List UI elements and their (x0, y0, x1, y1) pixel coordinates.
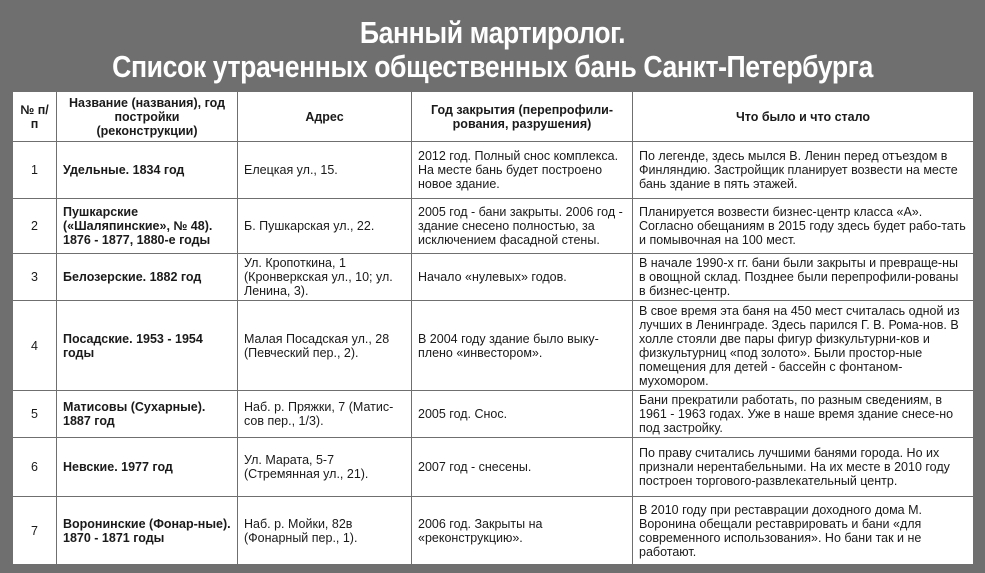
cell-story: По праву считались лучшими банями города. Но их признали нерентабельными. На их месте в 2010 году построен торгового-развлекательный центр. (633, 438, 974, 497)
table-row (13, 497, 974, 565)
lost-baths-table (12, 91, 974, 565)
cell-address: Елецкая ул., 15. (238, 142, 412, 199)
cell-name: Белозерские. 1882 год (57, 254, 238, 301)
cell-name: Воронинские (Фонар-ные). 1870 - 1871 годы (57, 497, 238, 565)
cell-num: 7 (13, 497, 57, 565)
page-title (69, 16, 916, 84)
cell-story: Бани прекратили работать, по разным сведениям, в 1961 - 1963 годах. Уже в наше время здание снесе-но под застройку. (633, 391, 974, 438)
header-story: Что было и что стало (633, 92, 974, 142)
header-name: Название (названия), год постройки (реконструкции) (57, 92, 238, 142)
cell-address: Наб. р. Мойки, 82в (Фонарный пер., 1). (238, 497, 412, 565)
cell-num: 5 (13, 391, 57, 438)
table-row (13, 254, 974, 301)
cell-story: В начале 1990-х гг. бани были закрыты и превраще-ны в овощной склад. Позднее были перепрофили-рованы в бизнес-центр. (633, 254, 974, 301)
table-row (13, 438, 974, 497)
cell-closed: В 2004 году здание было выку-плено «инвестором». (412, 301, 633, 391)
cell-closed: 2012 год. Полный снос комплекса. На месте бань будет построено новое здание. (412, 142, 633, 199)
cell-closed: 2005 год. Снос. (412, 391, 633, 438)
cell-name: Невские. 1977 год (57, 438, 238, 497)
title-line-1: Банный мартиролог. (359, 15, 626, 50)
cell-num: 6 (13, 438, 57, 497)
table-row (13, 142, 974, 199)
cell-address: Б. Пушкарская ул., 22. (238, 199, 412, 254)
cell-story: В 2010 году при реставрации доходного дома М. Воронина обещали реставрировать и бани «для современного использования». Но бани так и не работают. (633, 497, 974, 565)
cell-address: Малая Посадская ул., 28 (Певческий пер., 2). (238, 301, 412, 391)
cell-name: Удельные. 1834 год (57, 142, 238, 199)
header-address: Адрес (238, 92, 412, 142)
cell-name: Пушкарские («Шаляпинские», № 48). 1876 - 1877, 1880-е годы (57, 199, 238, 254)
cell-closed: Начало «нулевых» годов. (412, 254, 633, 301)
cell-address: Ул. Марата, 5-7 (Стремянная ул., 21). (238, 438, 412, 497)
cell-story: В свое время эта баня на 450 мест считалась одной из лучших в Ленинграде. Здесь парился Г. В. Рома-нов. В холле стояли две пары фигур физкультурни-ков и физкультурниц «под золото». Были простор-ные помещения для детей - бассейн с фонтаном-мухомором. (633, 301, 974, 391)
cell-closed: 2006 год. Закрыты на «реконструкцию». (412, 497, 633, 565)
cell-name: Матисовы (Сухарные). 1887 год (57, 391, 238, 438)
table-header-row (13, 92, 974, 142)
cell-num: 1 (13, 142, 57, 199)
table-row (13, 301, 974, 391)
cell-num: 4 (13, 301, 57, 391)
cell-closed: 2007 год - снесены. (412, 438, 633, 497)
cell-num: 2 (13, 199, 57, 254)
header-closed: Год закрытия (перепрофили-рования, разрушения) (412, 92, 633, 142)
cell-address: Наб. р. Пряжки, 7 (Матис-сов пер., 1/3). (238, 391, 412, 438)
title-line-2: Список утраченных общественных бань Санкт-Петербурга (112, 49, 873, 84)
cell-closed: 2005 год - бани закрыты. 2006 год - здание снесено полностью, за исключением фасадной стены. (412, 199, 633, 254)
table-row (13, 391, 974, 438)
cell-story: Планируется возвести бизнес-центр класса «А». Согласно обещаниям в 2015 году здесь будет рабо-тать и помывочная на 100 мест. (633, 199, 974, 254)
cell-story: По легенде, здесь мылся В. Ленин перед отъездом в Финляндию. Застройщик планирует возвести на месте бань здание в пять этажей. (633, 142, 974, 199)
header-num: № п/п (13, 92, 57, 142)
table-row (13, 199, 974, 254)
cell-address: Ул. Кропоткина, 1 (Кронверкская ул., 10; ул. Ленина, 3). (238, 254, 412, 301)
cell-num: 3 (13, 254, 57, 301)
cell-name: Посадские. 1953 - 1954 годы (57, 301, 238, 391)
